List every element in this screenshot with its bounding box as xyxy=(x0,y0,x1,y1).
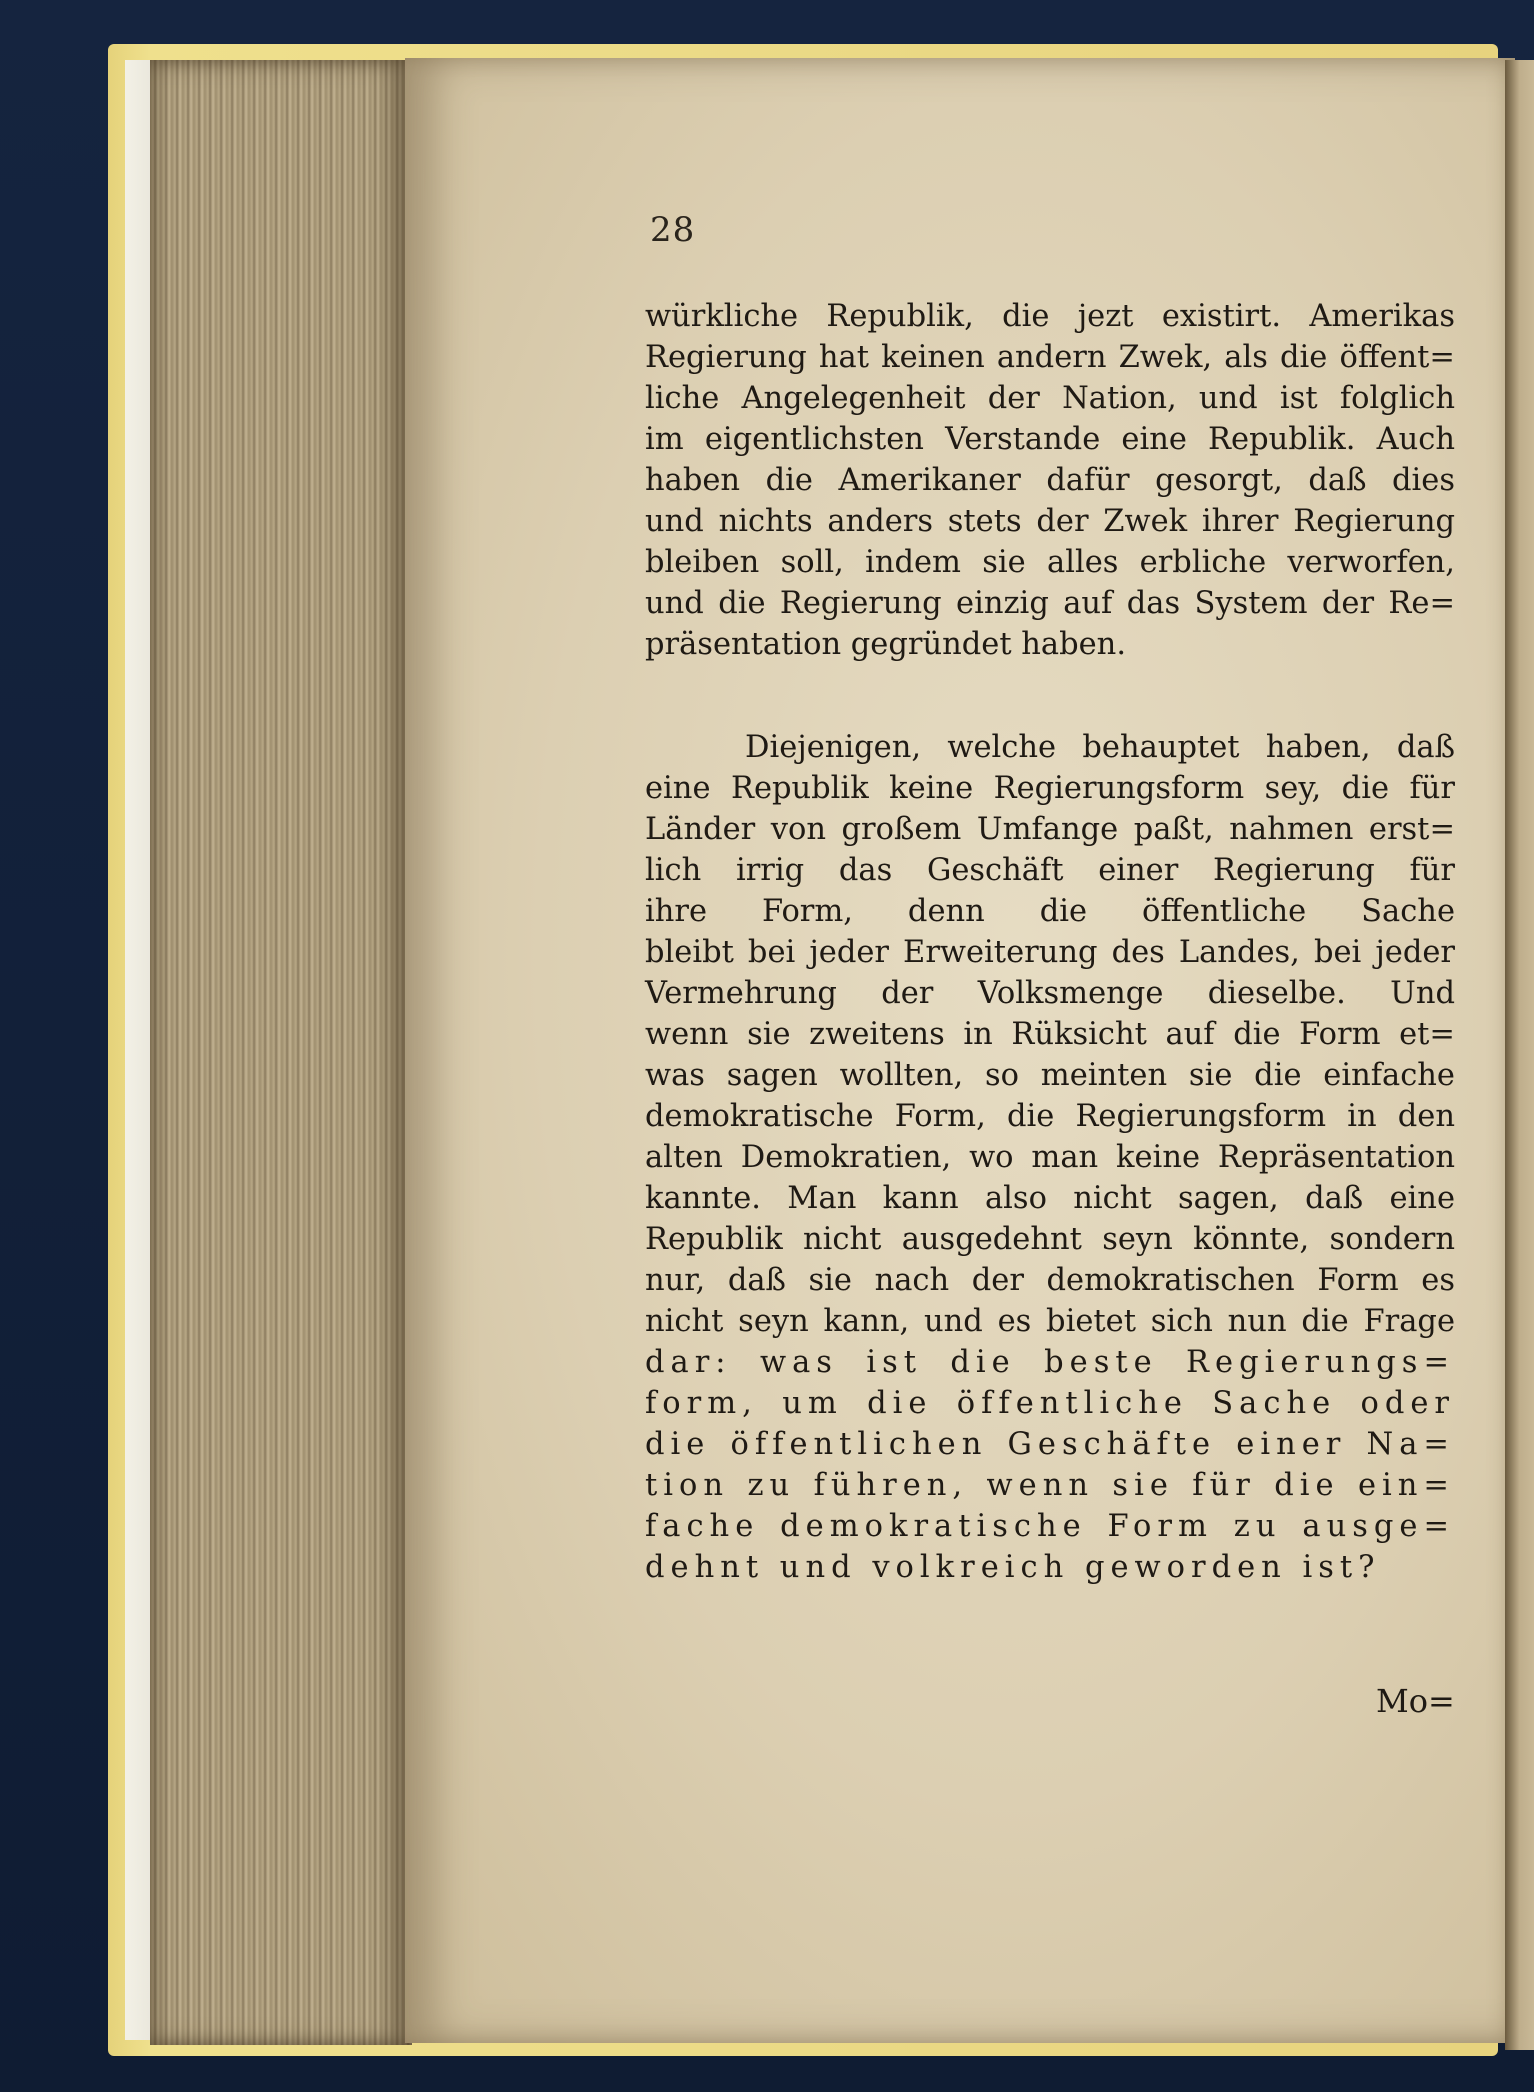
text-line: haben die Amerikaner dafür gesorgt, daß dies xyxy=(645,463,1455,498)
text-line: demokratische Form, die Regierungsform in den xyxy=(645,1099,1455,1134)
text-line: form, um die öffentliche Sache oder xyxy=(645,1386,1455,1421)
text-line: dar: was ist die beste Regierungs= xyxy=(645,1345,1455,1380)
text-line: würkliche Republik, die jezt existirt. Amerikas xyxy=(645,299,1455,334)
text-line: liche Angelegenheit der Nation, und ist folglich xyxy=(645,381,1455,416)
text-line: tion zu führen, wenn sie für die ein= xyxy=(645,1468,1455,1503)
text-line: alten Demokratien, wo man keine Repräsentation xyxy=(645,1140,1455,1175)
text-line: Republik nicht ausgedehnt seyn könnte, sondern xyxy=(645,1222,1455,1257)
text-line: bleiben soll, indem sie alles erbliche verworfen, xyxy=(645,545,1455,580)
paragraph-1 xyxy=(645,296,1455,665)
text-line: Regierung hat keinen andern Zwek, als die öffent= xyxy=(645,340,1455,375)
text-line: dehnt und volkreich geworden ist? xyxy=(645,1550,1381,1585)
text-line: nicht seyn kann, und es bietet sich nun die Frage xyxy=(645,1304,1455,1339)
text-line: im eigentlichsten Verstande eine Republik. Auch xyxy=(645,422,1455,457)
text-line: präsentation gegründet haben. xyxy=(645,627,1127,662)
text-line: und nichts anders stets der Zwek ihrer Regierung xyxy=(645,504,1455,539)
catchword: Mo= xyxy=(1376,1682,1455,1720)
text-line: Diejenigen, welche behauptet haben, daß xyxy=(745,730,1455,765)
text-line: ihre Form, denn die öffentliche Sache xyxy=(645,894,1455,929)
next-page-sliver xyxy=(1505,60,1534,2050)
text-line: Länder von großem Umfange paßt, nahmen erst= xyxy=(645,812,1455,847)
text-line: und die Regierung einzig auf das System der Re= xyxy=(645,586,1455,621)
paragraph-2 xyxy=(645,727,1455,1588)
text-line: kannte. Man kann also nicht sagen, daß eine xyxy=(645,1181,1455,1216)
text-line: eine Republik keine Regierungsform sey, die für xyxy=(645,771,1455,806)
page-edges xyxy=(150,60,412,2045)
text-line: Vermehrung der Volksmenge dieselbe. Und xyxy=(645,976,1455,1011)
text-line: wenn sie zweitens in Rüksicht auf die Form et= xyxy=(645,1017,1455,1052)
text-line: fache demokratische Form zu ausge= xyxy=(645,1509,1455,1544)
page-number: 28 xyxy=(650,210,696,250)
text-line: die öffentlichen Geschäfte einer Na= xyxy=(645,1427,1455,1462)
text-line: nur, daß sie nach der demokratischen Form es xyxy=(645,1263,1455,1298)
text-line: bleibt bei jeder Erweiterung des Landes, bei jeder xyxy=(645,935,1455,970)
text-line: lich irrig das Geschäft einer Regierung für xyxy=(645,853,1455,888)
text-line: was sagen wollten, so meinten sie die einfache xyxy=(645,1058,1455,1093)
